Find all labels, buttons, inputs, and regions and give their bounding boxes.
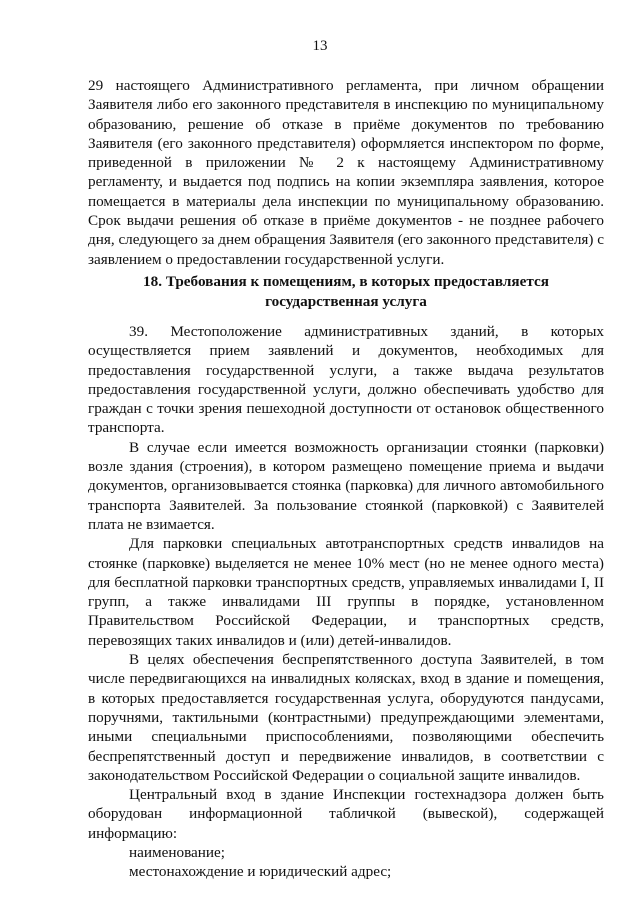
list-item-name: наименование; — [129, 844, 225, 862]
paragraph-39: 39. Местоположение административных зданий, в которых осуществляется прием заявлений и документов, необходимых для предоставления государственной услуги, а также выдача результатов предоставления государственной услуги, должно обеспечивать удобство для граждан с точки зрения пешеходной доступности от остановок общественного транспорта. — [88, 323, 604, 437]
paragraph-accessibility: В целях обеспечения беспрепятственного доступа Заявителей, в том числе передвигающихся на инвалидных колясках, вход в здание и помещения, в которых предоставляется государственная услуга, оборудуются пандусами, поручнями, тактильными (контрастными) предупреждающими элементами, иными специальными приспособлениями, позволяющими обеспечить беспрепятственный доступ и передвижение инвалидов, в соответствии с законодательством Российской Федерации о социальной защите инвалидов. — [88, 651, 604, 784]
page-number: 13 — [312, 38, 328, 54]
section-heading: 18. Требования к помещениям, в которых предоставляется государственная услуга — [143, 273, 549, 310]
intro-paragraph: 29 настоящего Административного регламента, при личном обращении Заявителя либо его законного представителя в инспекцию по муниципальному образованию, решение об отказе в приёме документов по требованию Заявителя (его законного представителя) оформляется инспектором по форме, приведенной в приложении № 2 к настоящему Административному регламенту, и выдается под подпись на копии экземпляра заявления, которое помещается в материалы дела инспекции по муниципальному образованию. Срок выдачи решения об отказе в приёме документов - не позднее рабочего дня, следующего за днем обращения Заявителя (его законного представителя) с заявлением о предоставлении государственной услуги. — [88, 77, 604, 268]
paragraph-parking: В случае если имеется возможность организации стоянки (парковки) возле здания (строения), в котором размещено помещение приема и выдачи документов, организовывается стоянка (парковка) для личного автомобильного транспорта Заявителей. За пользование стоянкой (парковкой) с Заявителей плата не взимается. — [88, 438, 604, 533]
list-item-address: местонахождение и юридический адрес; — [129, 863, 392, 881]
paragraph-disabled-parking: Для парковки специальных автотранспортных средств инвалидов на стоянке (парковке) выделяется не менее 10% мест (но не менее одного места) для бесплатной парковки транспортных средств, управляемых инвалидами I, II групп, а также инвалидами III группы в порядке, установленном Правительством Российской Федерации, и транспортных средств, перевозящих таких инвалидов и (или) детей-инвалидов. — [88, 535, 604, 649]
paragraph-entrance-sign: Центральный вход в здание Инспекции гостехнадзора должен быть оборудован информационной табличкой (вывеской), содержащей информацию: — [88, 786, 604, 842]
section-body — [88, 322, 604, 882]
